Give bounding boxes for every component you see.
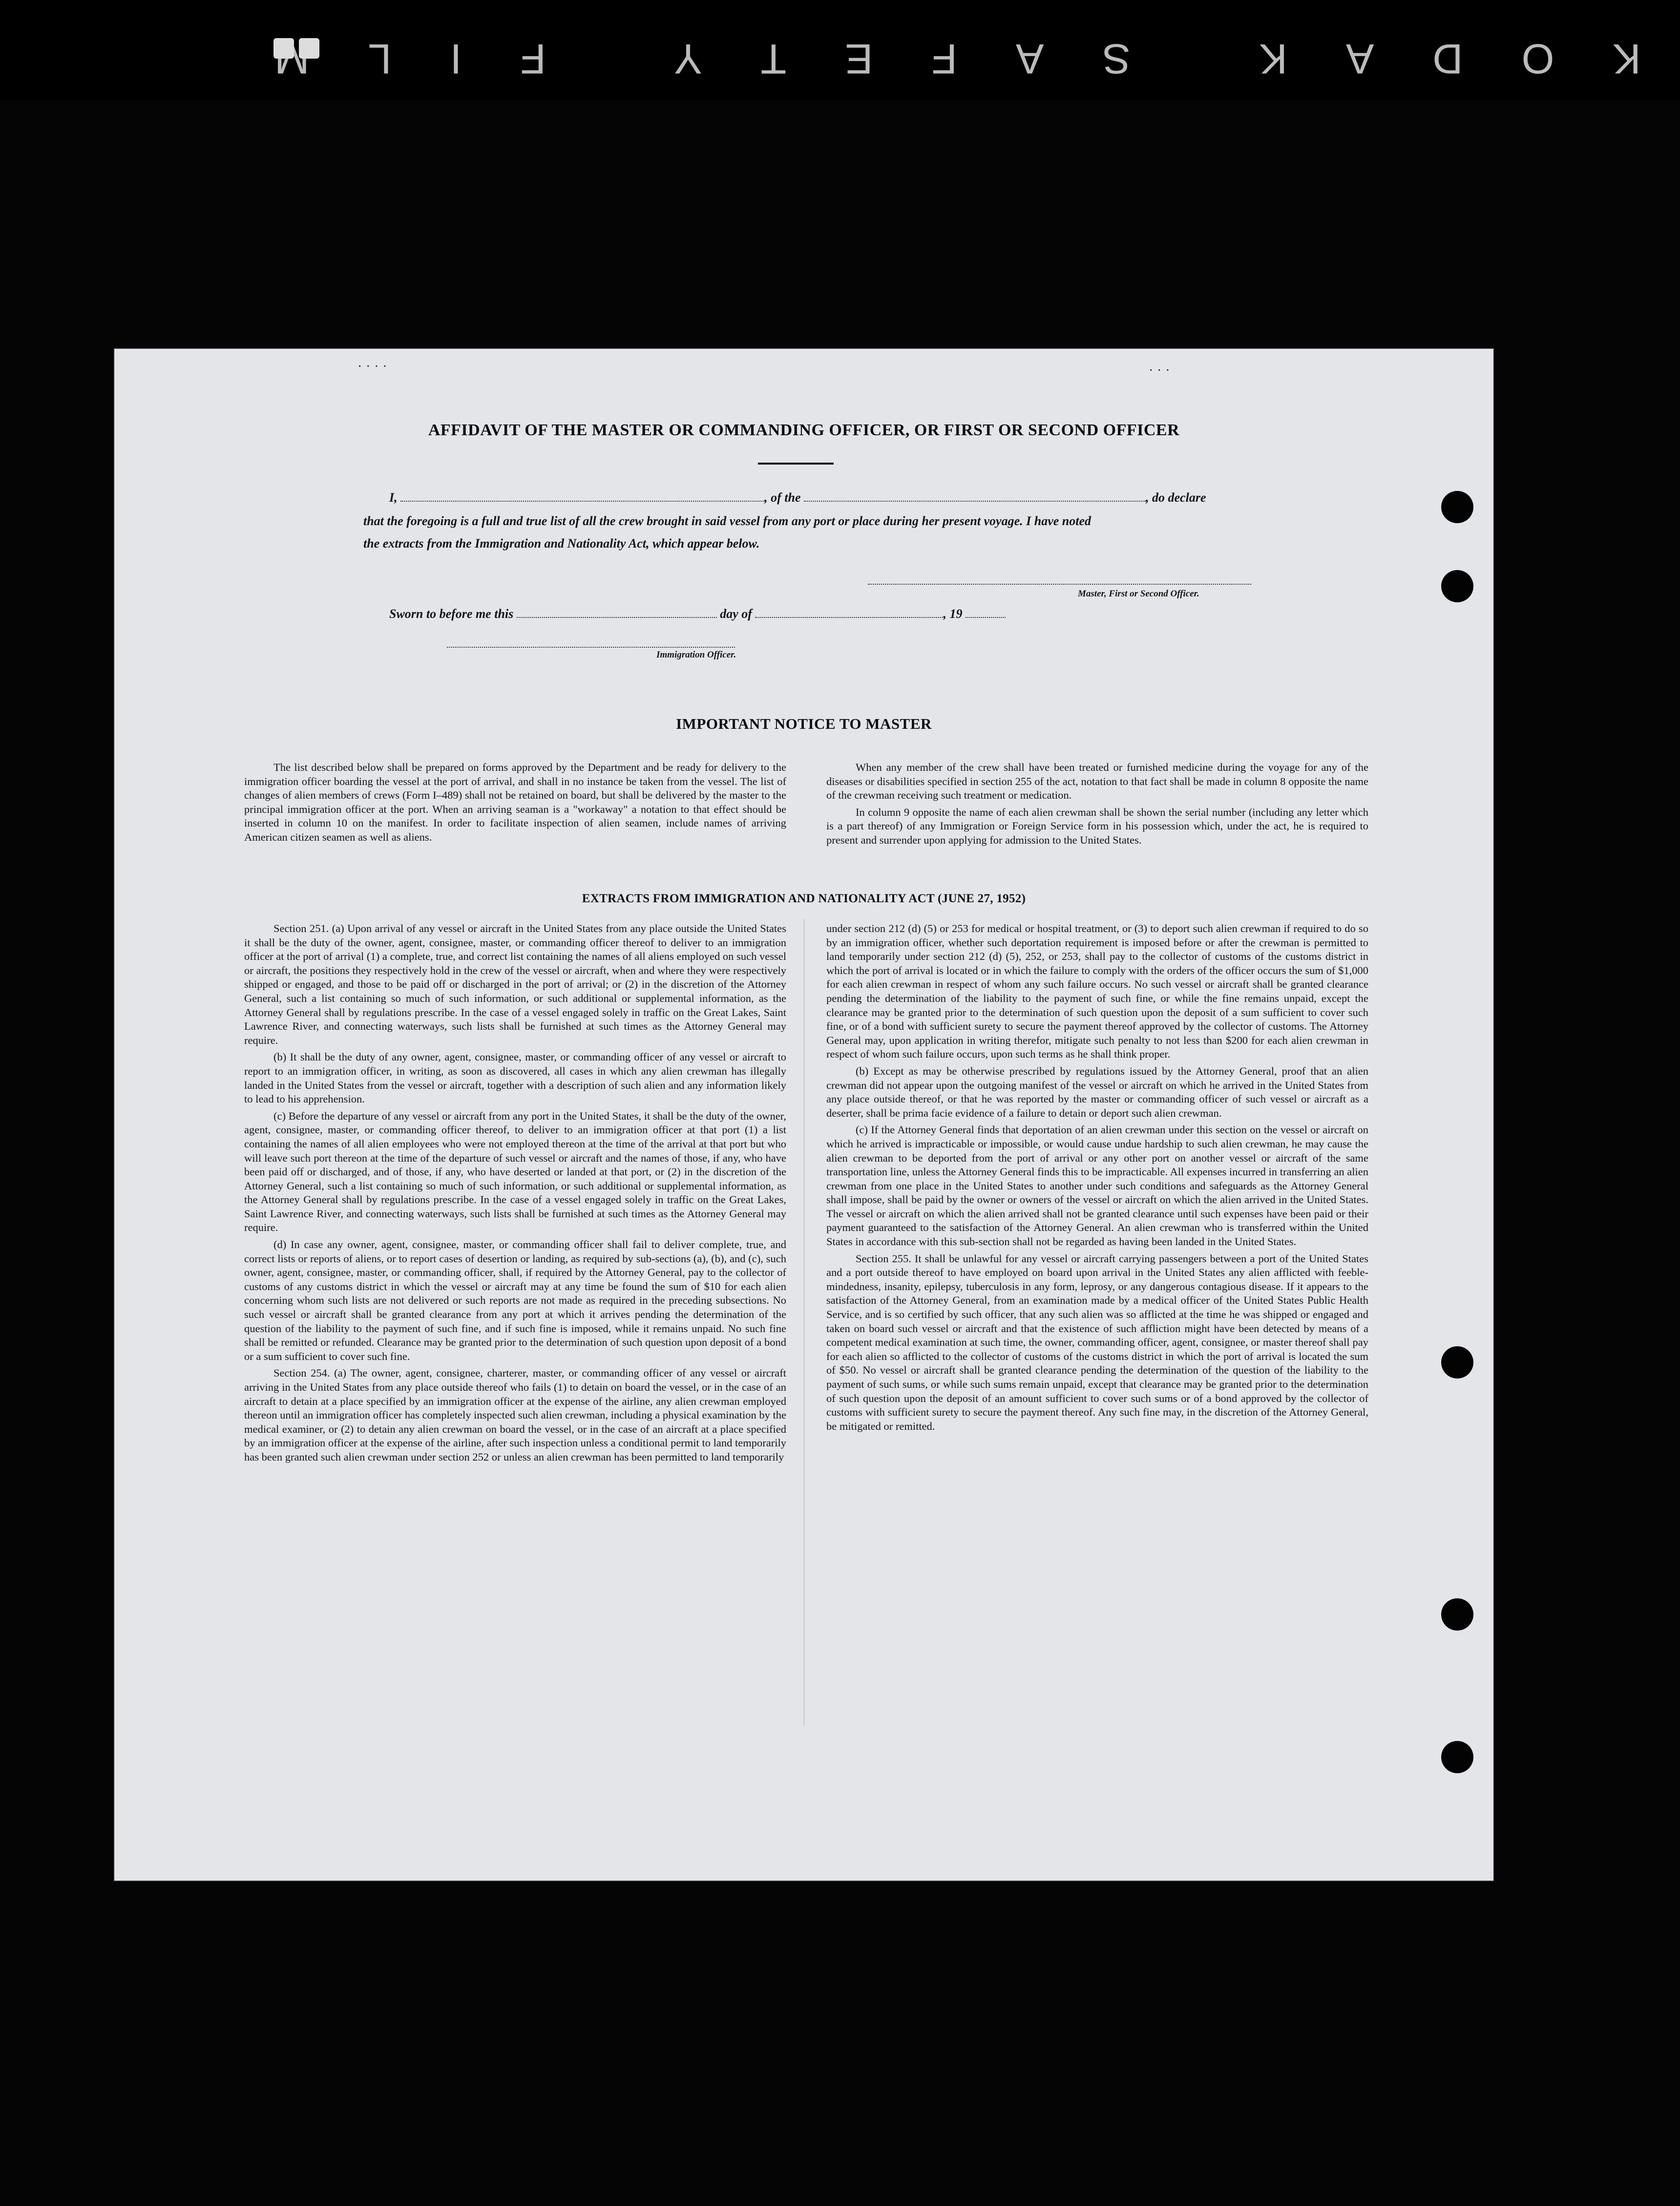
scan-speck: · · · — [1149, 361, 1170, 377]
punch-hole — [1441, 1598, 1473, 1631]
extract-paragraph: (d) In case any owner, agent, consignee, master, or commanding officer shall fail to deliver complete, true, and correct lists or reports of aliens, or to report cases of desertion or landing, as required by sub-sections (a), (b), and (c), such owner, agent, consignee, master, or commanding officer, shall, if required by the Attorney General, pay to the collector of customs of any customs district in which the vessel or aircraft may at any time be found the sum of $10 for each alien concerning whom such lists are not delivered or such reports are not made as required in the preceding subsections. No such vessel or aircraft shall be granted clearance from any port at which it arrives pending the determination of the question of the liability to the payment of such fine, and if such fine is imposed, while it remains unpaid. No such fine shall be remitted or refunded. Clearance may be granted prior to the determination of such question upon deposit of a bond or a sum sufficient to cover such fine. — [244, 1238, 786, 1362]
notice-paragraph: When any member of the crew shall have been treated or furnished medicine during the voyage for any of the diseases or disabilities specified in section 255 of the act, notation to that fact shall be made in column 8 opposite the name of the crewman receiving such treatment or medication. — [826, 761, 1368, 802]
title-rule — [758, 463, 834, 465]
master-signature-caption: Master, First or Second Officer. — [1078, 589, 1199, 599]
punch-hole — [1441, 491, 1473, 523]
extract-paragraph: (b) Except as may be otherwise prescribed by regulations issued by the Attorney General, proof that an alien crewman did not appear upon the outgoing manifest of the vessel or aircraft on which he arrived in the United States from any place outside thereof, or that he was reported by the master or commanding officer of such vessel or aircraft as a deserter, shall be prima facie evidence of a failure to detain or deport such alien crewman. — [826, 1064, 1368, 1119]
immigration-officer-caption: Immigration Officer. — [656, 650, 736, 660]
declarant-name-blank[interactable] — [400, 501, 764, 502]
extract-paragraph: (c) Before the departure of any vessel or aircraft from any port in the United States, it shall be the duty of the owner, agent, consignee, master, or commanding officer thereof, to deliver to an immigration officer at that port (1) a list containing the names of all alien employees who were not employed thereon at the time of the arrival at that port but who will leave such port thereon at the time of the departure of such vessel or aircraft and the names of those, if any, who have been paid off or discharged, and of those, if any, who have deserted or landed at that port, or (2) in the discretion of the Attorney General, such a list containing so much of such information, or such additional or supplemental information, as the Attorney General shall by regulations prescribe. In the case of a vessel engaged solely in traffic on the Great Lakes, Saint Lawrence River, and connecting waterways, such lists shall be furnished at such times as the Attorney General may require. — [244, 1109, 786, 1234]
scan-speck: · · · · — [357, 358, 387, 373]
extract-paragraph: Section 254. (a) The owner, agent, consignee, charterer, master, or commanding officer of any vessel or aircraft arriving in the United States from any place outside thereof who fails (1) to detain on board the vessel, or in the case of an aircraft to detain at a place specified by an immigration officer at the expense of the airline, any alien crewman employed thereon until an immigration officer has completely inspected such alien crewman, including a physical examination by the medical examiner, or (2) to detain any alien crewman on board the vessel, or in the case of an aircraft at a place specified by an immigration officer at the expense of the airline, after such inspection unless a conditional permit to land temporarily has been granted such alien crewman under section 252 or unless an alien crewman has been permitted to land temporarily — [244, 1367, 786, 1463]
sworn-line — [389, 607, 1006, 621]
extract-paragraph: Section 255. It shall be unlawful for any vessel or aircraft carrying passengers between a port of the United States and a port outside thereof to have employed on board upon arrival in the United States any alien afflicted with feeble-mindedness, insanity, epilepsy, tuberculosis in any form, leprosy, or any dangerous contagious disease. If it appears to the satisfaction of the Attorney General, from an examination made by a medical officer of the United States Public Health Service, and is so certified by such officer, that any such alien was so afflicted at the time he was shipped or engaged and taken on board such vessel or aircraft and that the existence of such affliction might have been detected by means of a competent medical examination at such time, the owner, commanding officer, agent, consignee, or master thereof shall pay for each alien so afflicted to the collector of customs of the customs district in which the port of arrival is located the sum of $50. No vessel or aircraft shall be granted clearance pending the determination of the question of the liability to the payment of such sums, or while such sums remain unpaid, except that clearance may be granted prior to the determination of such question upon the deposit of an amount sufficient to cover such sums or of a bond approved by the collector of customs with sufficient surety to secure the payment thereof. Any such fine may, in the discretion of the Attorney General, be mitigated or remitted. — [826, 1252, 1368, 1432]
extract-paragraph: (b) It shall be the duty of any owner, agent, consignee, master, or commanding officer of any vessel or aircraft to report to an immigration officer, in writing, as soon as discovered, all cases in which any alien crewman has illegally landed in the United States from the vessel or aircraft, together with a description of such alien and any information likely to lead to his apprehension. — [244, 1051, 786, 1105]
punch-hole — [1441, 1346, 1473, 1379]
master-signature-line[interactable] — [868, 584, 1251, 585]
vessel-name-blank[interactable] — [804, 501, 1146, 502]
extracts-title: EXTRACTS FROM IMMIGRATION AND NATIONALITY ACT (JUNE 27, 1952) — [582, 892, 1026, 905]
affidavit-title: AFFIDAVIT OF THE MASTER OR COMMANDING OFFICER, OR FIRST OR SECOND OFFICER — [428, 421, 1180, 439]
extracts-left-column — [244, 922, 786, 1464]
punch-hole — [1441, 1741, 1473, 1773]
affidavit-statement-line: the extracts from the Immigration and Nationality Act, which appear below. — [363, 536, 760, 551]
document-page — [113, 348, 1494, 1882]
notice-right-column — [826, 761, 1368, 848]
of-the-label: , of the — [764, 490, 801, 505]
extract-paragraph: (c) If the Attorney General finds that deportation of an alien crewman under this section on the vessel or aircraft on which he arrived is impracticable or impossible, or would cause undue hardship to such alien crewman, he may cause the alien crewman to be deported from the port of arrival or any other port on another vessel or aircraft of the same transportation line, unless the Attorney General finds this to be impracticable. All expenses incurred in transferring an alien crewman from one place in the United States to another under such conditions and safeguards as the Attorney General shall impose, shall be paid by the owner or owners of the vessel or aircraft on which the alien arrived in the United States. The vessel or aircraft on which the alien arrived shall not be granted clearance until such expenses have been paid or their payment guaranteed to the satisfaction of the Attorney General. An alien crewman who is transferred within the United States in accordance with this sub-section shall not be regarded as having been landed in the United States. — [826, 1124, 1368, 1248]
notice-title: IMPORTANT NOTICE TO MASTER — [676, 715, 932, 732]
extract-paragraph: under section 212 (d) (5) or 253 for medical or hospital treatment, or (3) to deport such alien crewman if required to do so by an immigration officer, whether such deportation requirement is imposed before or after the crewman is permitted to land temporarily under section 212 (d) (5), 252, or 253, shall pay to the collector of customs of the customs district in which the port of arrival is located or in which the failure to comply with the orders of the officer occurs the sum of $1,000 for each alien crewman in respect of whom any such failure occurs. No such vessel or aircraft shall be granted clearance pending the determination of the liability to the payment of such fine, or while the fine remains unpaid, except the clearance may be granted prior to the determination of such question upon the deposit of a sum sufficient to cover such fine, or of a bond with sufficient surety to secure the payment thereof approved by the collector of customs. The Attorney General may, upon application in writing therefor, mitigate such penalty to not less than $200 for each alien crewman in respect of whom such failure occurs, upon such terms as he shall think proper. — [826, 922, 1368, 1061]
declarant-prefix: I, — [389, 490, 398, 505]
day-of-label: day of — [720, 607, 752, 621]
immigration-officer-signature-line[interactable] — [447, 647, 735, 648]
film-edge-strip — [0, 0, 1680, 100]
notice-paragraph: The list described below shall be prepared on forms approved by the Department and be ready for delivery to the immigration officer boarding the vessel at the port of arrival, and shall in no instance be taken from the vessel. The list of changes of alien members of crews (Form I–489) shall not be retained on board, but shall be delivered by the master to the principal immigration officer at the port. When an arriving seaman is a "workaway" a notation to that effect should be inserted in column 10 on the manifest. In order to facilitate inspection of alien seamen, include names of arriving American citizen seamen as well as aliens. — [244, 761, 786, 843]
year-label: , 19 — [943, 607, 963, 621]
notice-paragraph: In column 9 opposite the name of each alien crewman shall be shown the serial number (including any letter which is a part thereof) of any Immigration or Foreign Service form in his possession which, under the act, he is required to present and surrender upon applying for admission to the United States. — [826, 806, 1368, 846]
affidavit-declarant-line — [389, 490, 1206, 505]
sworn-year-blank[interactable] — [966, 617, 1006, 618]
sworn-month-blank[interactable] — [755, 617, 943, 618]
notice-left-column — [244, 761, 786, 845]
extract-paragraph: Section 251. (a) Upon arrival of any vessel or aircraft in the United States from any place outside the United States it shall be the duty of the owner, agent, consignee, master, or commanding officer thereof to deliver to an immigration officer at the port of arrival (1) a complete, true, and correct list containing the names of all aliens employed on such vessel or aircraft, the positions they respectively hold in the crew of the vessel or aircraft, when and where they were respectively shipped or engaged, and those to be paid off or discharged in the port of arrival; or (2) in the discretion of the Attorney General, such a list containing so much of such information, or such additional or supplemental information, as the Attorney General shall by regulations prescribe. In the case of a vessel engaged solely in traffic on the Great Lakes, Saint Lawrence River, and connecting waterways, such lists shall be furnished at such times as the Attorney General may require. — [244, 922, 786, 1046]
film-edge-text: KODAK SAFETY FILM — [216, 35, 1641, 82]
sworn-day-blank[interactable] — [517, 617, 717, 618]
affidavit-statement-line: that the foregoing is a full and true list of all the crew brought in said vessel from any port or place during her present voyage. I have noted — [363, 514, 1092, 528]
do-declare-label: , do declare — [1146, 490, 1206, 505]
punch-hole — [1441, 570, 1473, 602]
column-separator — [803, 919, 805, 1725]
extracts-right-column — [826, 922, 1368, 1433]
sworn-label: Sworn to before me this — [389, 607, 514, 621]
